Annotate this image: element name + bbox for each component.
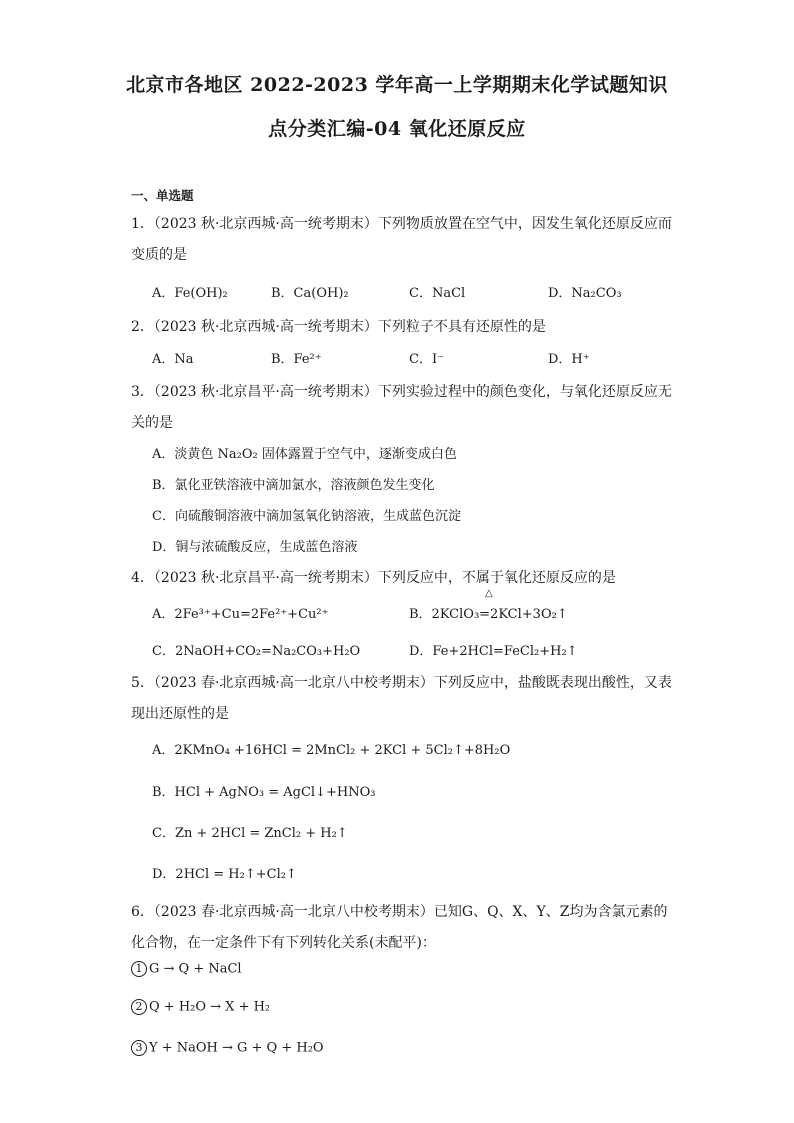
reaction-3-number: 3: [131, 1040, 147, 1056]
q3-option-c: C．向硫酸铜溶液中滴加氢氧化钠溶液，生成蓝色沉淀: [152, 509, 461, 524]
question-1-stem-cont: 变质的是: [131, 247, 187, 263]
q3-option-d: D．铜与浓硫酸反应，生成蓝色溶液: [152, 540, 358, 555]
q3-option-b: B．氯化亚铁溶液中滴加氯水，溶液颜色发生变化: [152, 478, 435, 493]
q5-option-b: B．HCl + AgNO₃ = AgCl↓+HNO₃: [152, 785, 376, 800]
q5-option-c: C．Zn + 2HCl = ZnCl₂ + H₂↑: [152, 826, 348, 841]
reaction-3-equation: Y + NaOH → G + Q + H₂O: [149, 1040, 324, 1056]
q2-option-a: A．Na: [152, 352, 194, 367]
q1-option-a: A．Fe(OH)₂: [152, 286, 228, 301]
q1-option-c: C．NaCl: [409, 286, 466, 301]
section-heading: 一、单选题: [131, 188, 194, 203]
reaction-3: [131, 1040, 324, 1056]
question-6-stem: 6．（2023 春·北京西城·高一北京八中校考期末）已知G、Q、X、Y、Z均为含氯元素的: [131, 904, 668, 920]
q1-option-b: B．Ca(OH)₂: [271, 286, 349, 301]
question-3-stem: 3．（2023 秋·北京昌平·高一统考期末）下列实验过程中的颜色变化，与氧化还原反应无: [131, 384, 672, 400]
question-2-stem: 2．（2023 秋·北京西城·高一统考期末）下列粒子不具有还原性的是: [131, 319, 546, 335]
reaction-1: [131, 961, 242, 977]
q2-option-b: B．Fe²⁺: [271, 352, 322, 367]
q4-option-b-text: B．2KClO₃=2KCl+3O₂↑: [409, 607, 568, 622]
q3-option-a: A．淡黄色 Na₂O₂ 固体露置于空气中，逐渐变成白色: [152, 447, 457, 462]
q5-option-a: A．2KMnO₄ +16HCl = 2MnCl₂ + 2KCl + 5Cl₂↑+8H₂O: [152, 743, 511, 758]
question-6-stem-cont: 化合物，在一定条件下有下列转化关系(未配平)：: [131, 935, 436, 951]
reaction-2-equation: Q + H₂O → X + H₂: [149, 999, 271, 1015]
question-1-stem: 1．（2023 秋·北京西城·高一统考期末）下列物质放置在空气中，因发生氧化还原反应而: [131, 216, 672, 232]
page-title-line-2: 点分类汇编-04 氧化还原反应: [268, 118, 526, 140]
question-5-stem-cont: 现出还原性的是: [131, 706, 229, 722]
reaction-1-number: 1: [131, 961, 147, 977]
q4-option-a: A．2Fe³⁺+Cu=2Fe²⁺+Cu²⁺: [152, 607, 329, 622]
reaction-1-equation: G → Q + NaCl: [149, 961, 242, 977]
question-4-stem: 4．（2023 秋·北京昌平·高一统考期末）下列反应中，不属于氧化还原反应的是: [131, 570, 616, 586]
q2-option-d: D．H⁺: [548, 352, 590, 367]
q4-option-b: [409, 603, 568, 622]
reaction-2-number: 2: [131, 999, 147, 1015]
q1-option-d: D．Na₂CO₃: [548, 286, 622, 301]
question-3-stem-cont: 关的是: [131, 415, 173, 431]
q4-option-c: C．2NaOH+CO₂=Na₂CO₃+H₂O: [152, 644, 361, 659]
q5-option-d: D．2HCl = H₂↑+Cl₂↑: [152, 867, 297, 882]
q2-option-c: C．I⁻: [409, 352, 444, 367]
reaction-2: [131, 999, 270, 1015]
question-5-stem: 5．（2023 春·北京西城·高一北京八中校考期末）下列反应中，盐酸既表现出酸性，又表: [131, 675, 672, 691]
page-title-line-1: 北京市各地区 2022-2023 学年高一上学期期末化学试题知识: [126, 74, 668, 96]
q4-option-d: D．Fe+2HCl=FeCl₂+H₂↑: [409, 644, 578, 659]
